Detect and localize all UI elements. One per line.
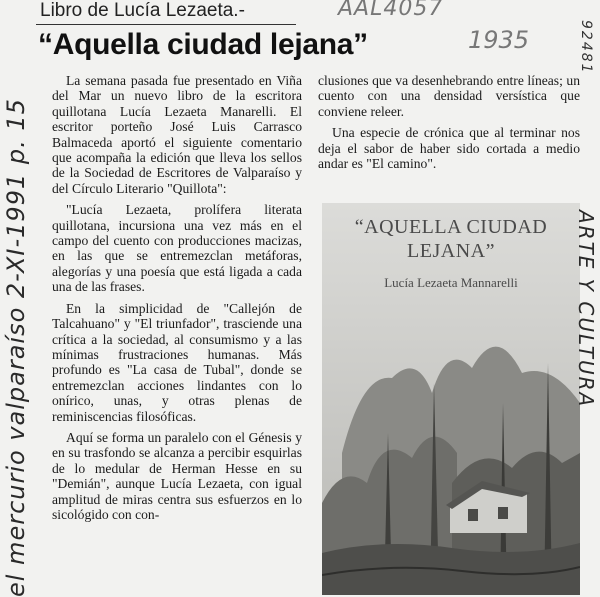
kicker-rule [36, 24, 296, 25]
book-title: “AQUELLA CIUDAD LEJANA” [354, 216, 548, 262]
handwritten-archive-code: AAL4057 [338, 0, 444, 21]
paragraph: Una especie de crónica que al terminar nos deja el sabor de haber sido cortada a medio andar es "El camino". [318, 125, 580, 172]
book-author: Lucía Lezaeta Mannarelli [384, 275, 518, 290]
paragraph: La semana pasada fue presentado en Viña del Mar un nuevo libro de la escritora quillotana Lucía Lezaeta Manarelli. El escritor porteño José Luis Carrasco Balmaceda aportó el siguiente comentario que acompaña la edición que lleva los sellos de la Sociedad de Escritores de Valparaíso y del Círculo Literario "Quillota": [52, 73, 302, 196]
book-cover-image [322, 203, 580, 595]
left-column [52, 73, 302, 597]
paragraph: En la simplicidad de "Callejón de Talcahuano" y "El triunfador", trasciende una crítica a la sociedad, al consumismo y a las mínimas frustraciones humanas. Más profundo es "La casa de Tubal", donde se entremezclan acciones lindantes con lo onírico, unas, y otras plenas de reminiscencias filosóficas. [52, 300, 302, 424]
paragraph: "Lucía Lezaeta, prolífera literata quillotana, incursiona una vez más en el campo del cuento con producciones macizas, en las que se entremezclan metáforas, alegorías y una poesía que está ligada a cada una de las frases. [52, 202, 302, 295]
handwritten-right-code: 92481 [578, 20, 594, 75]
headline: “Aquella ciudad lejana” [38, 28, 368, 61]
handwritten-source-note: el mercurio valparaíso 2-XI-1991 p. 15 [2, 98, 30, 597]
handwritten-section-note: ARTE Y CULTURA [574, 210, 598, 409]
paragraph: Aquí se forma un paralelo con el Génesis y en su trasfondo se alcanza a percibir esquirlas de lo medular de Herman Hesse en su "Demián", aunque Lucía Lezaeta, con igual amplitud de miras centra sus esfuerzos en lo sicológido con con- [52, 429, 302, 522]
right-column [318, 73, 580, 177]
kicker: Libro de Lucía Lezaeta.- [40, 0, 245, 21]
handwritten-year: 1935 [468, 26, 530, 54]
paragraph: clusiones que va desenhebrando entre líneas; un cuento con una densidad versística que conviene releer. [318, 73, 580, 119]
